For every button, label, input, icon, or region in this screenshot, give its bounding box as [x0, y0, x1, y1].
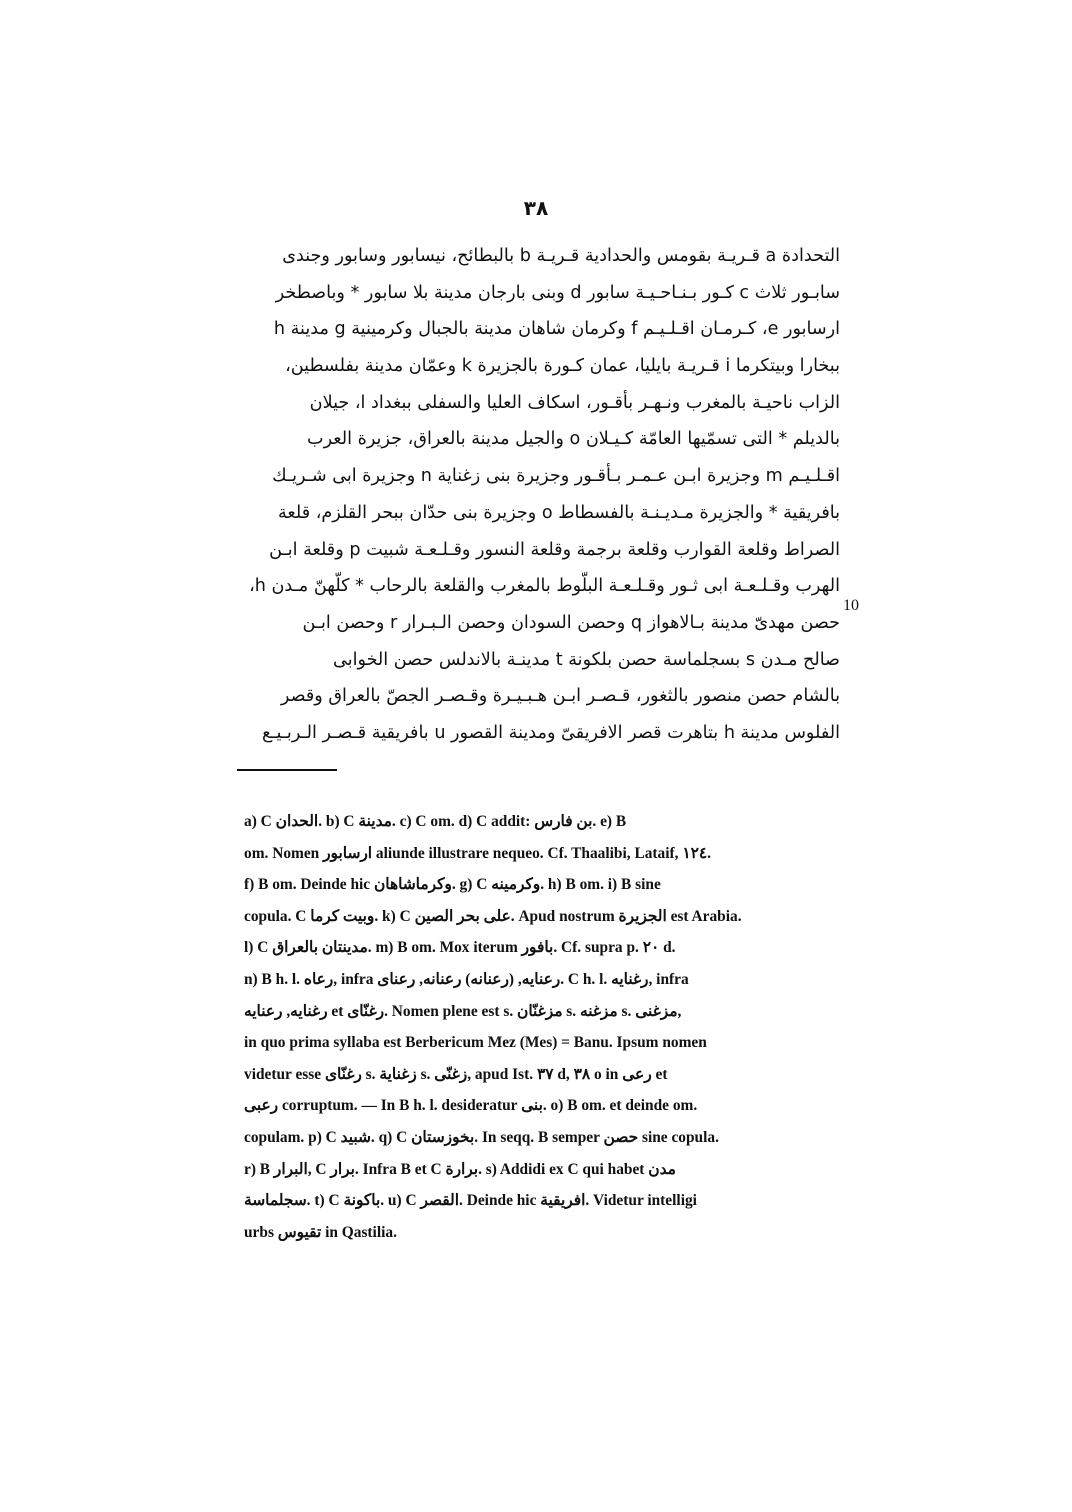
main-text-line: التحدادة a قـريـة بقومس والحدادية قـريـة b بالبطائح، نيسابور وسابور وجندى	[282, 246, 840, 266]
footnote-line: videtur esse رغنّاى s. زغناية s. زغنّى, apud Ist. ٣٧ d, ٣٨ o in رعى et	[244, 1065, 668, 1083]
footnote-line: رغنايه, رعنايه et رغنّاى. Nomen plene est s. مزغنّان s. مزغنه s. مزغنى,	[244, 1002, 682, 1020]
main-text-line: سابـور ثلاث c كـور بـنـاحـيـة سابور d وبنى بارجان مدينة بلا سابور * وباصطخر	[275, 282, 840, 303]
footnotes	[244, 806, 849, 1248]
main-text	[225, 238, 840, 752]
footnote-line: f) B om. Deinde hic وكرماشاهان. g) C وكرمينه. h) B om. i) B sine	[244, 876, 661, 894]
main-text-line: بالديلم * التى تسمّيها العامّة كـيـلان o والجيل مدينة بالعراق، جزيرة العرب	[307, 429, 840, 450]
main-text-line: الزاب ناحيـة بالمغرب ونـهـر بأقـور، اسكاف العليا والسفلى ببغداد l، جيلان	[309, 392, 840, 413]
footnote-line: n) B h. l. رعاه, infra رعنايه, (رعنانه) رعنانه, رعناى. C h. l. رغنايه, infra	[244, 970, 689, 988]
footnote-line: رعبى corruptum. — In B h. l. desideratur بنى. o) B om. et deinde om.	[244, 1097, 698, 1115]
main-text-line: الفلوس مدينة h بتاهرت قصر الافريقىّ ومدينة القصور u بافريقية قـصـر الـربـيـع	[261, 722, 840, 743]
footnote-line: l) C مدينتان بالعراق. m) B om. Mox iterum بافور. Cf. supra p. ٢٠ d.	[244, 939, 676, 957]
main-text-line: ارسابور e، كـرمـان اقـلـيـم f وكرمان شاهان مدينة بالجبال وكرمينية g مدينة h	[273, 319, 840, 340]
margin-line-number: 10	[843, 597, 859, 614]
footnote-line: om. Nomen ارسابور aliunde illustrare nequeo. Cf. Thaalibi, Lataif, ١٢٤.	[244, 844, 712, 862]
main-text-line: حصن مهدىّ مدينة بـالاهواز q وحصن السودان وحصن الـبـرار r وحصن ابـن	[302, 612, 840, 633]
footnote-line: r) B البرار, C برار. Infra B et C برارة. s) Addidi ex C qui habet مدن	[244, 1160, 676, 1178]
footnote-line: copulam. p) C شبيد. q) C بخوزستان. In seqq. B semper حصن sine copula.	[244, 1128, 719, 1146]
main-text-line: صالح مـدن s بسجلماسة حصن بلكونة t مدينـة بالاندلس حصن الخوابى	[333, 649, 840, 670]
main-text-line: اقـلـيـم m وجزيرة ابـن عـمـر بـأقـور وجزيرة بنى زغناية n وجزيرة ابى شـريـك	[272, 466, 840, 487]
main-text-line: الصراط وقلعة القوارب وقلعة برجمة وقلعة النسور وقـلـعـة شبيت p وقلعة ابـن	[269, 539, 840, 560]
footnote-line: سجلماسة. t) C باكونة. u) C القصر. Deinde hic افريقية. Videtur intelligi	[244, 1192, 697, 1210]
main-text-line: بالشام حصن منصور بالثغور، قـصـر ابـن هـبـيـرة وقـصـر الجصّ بالعراق وقصر	[280, 686, 840, 707]
page-number: ٣٨	[523, 196, 549, 220]
footnote-line: urbs تقيوس in Qastilia.	[244, 1223, 397, 1241]
footnote-line: copula. C وبيت كرما. k) C على بحر الصين. Apud nostrum الجزيرة est Arabia.	[244, 907, 742, 925]
footnote-line: a) C الحدان. b) C مدينة. c) C om. d) C addit: بن فارس. e) B	[244, 813, 627, 830]
footnote-divider	[237, 769, 337, 771]
footnote-line: in quo prima syllaba est Berbericum Mez (Mes) = Banu. Ipsum nomen	[244, 1034, 707, 1052]
main-text-line: الهرب وقـلـعـة ابى ثـور وقـلـعـة البلّوط بالمغرب والقلعة بالرحاب * كلّهنّ مـدن h،	[249, 576, 840, 597]
main-text-line: ببخارا وبيتكرما i قـريـة بايليا، عمان كـورة بالجزيرة k وعمّان مدينة بفلسطين،	[285, 356, 840, 377]
main-text-line: بافريقية * والجزيرة مـديـنـة بالفسطاط o وجزيرة بنى حدّان ببحر القلزم، قلعة	[277, 502, 840, 523]
